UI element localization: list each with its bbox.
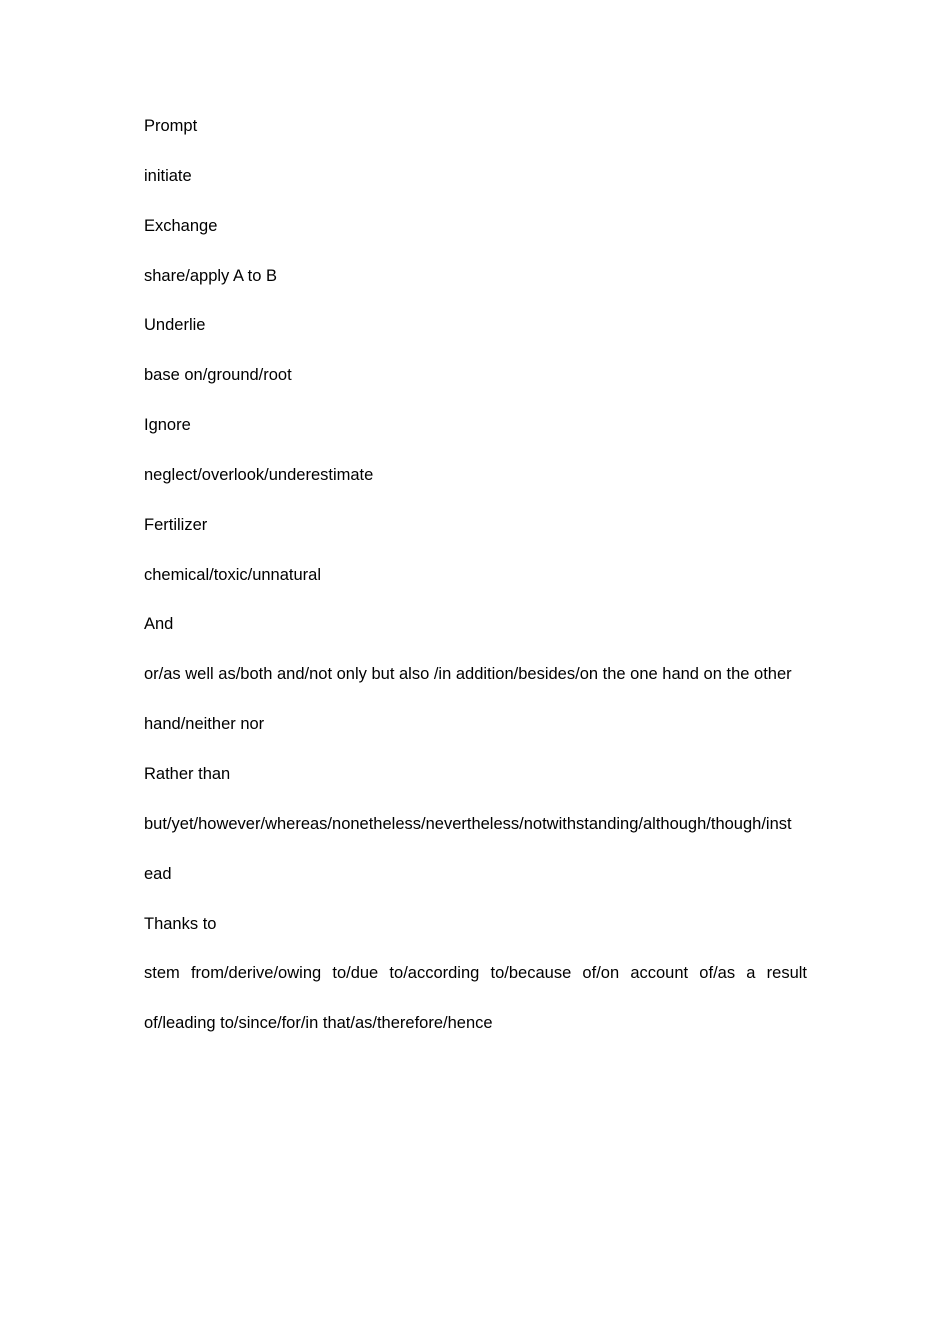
synonyms-rather-than-line-2: ead [144, 864, 172, 883]
term-prompt: Prompt [144, 117, 198, 135]
synonyms-ignore: neglect/overlook/underestimate [144, 465, 374, 484]
synonyms-thanks-to-line-2: of/leading to/since/for/in that/as/therefore/hence [144, 1014, 493, 1033]
term-rather-than: Rather than [144, 764, 231, 783]
synonyms-thanks-to-line-1: stem from/derive/owing to/due to/according to/because of/on account of/as a result [144, 964, 807, 983]
term-and: And [144, 615, 174, 634]
term-ignore: Ignore [144, 416, 191, 435]
synonyms-and-line-1: or/as well as/both and/not only but also /in addition/besides/on the one hand on the other [144, 665, 792, 684]
synonyms-prompt: initiate [144, 166, 192, 185]
document-body [144, 116, 807, 1063]
term-exchange: Exchange [144, 216, 218, 235]
synonyms-underlie: base on/ground/root [144, 366, 292, 385]
synonyms-and-line-2: hand/neither nor [144, 715, 265, 734]
synonyms-rather-than-line-1: but/yet/however/whereas/nonetheless/nevertheless/notwithstanding/although/though/inst [144, 814, 792, 833]
term-fertilizer: Fertilizer [144, 515, 208, 534]
synonyms-exchange: share/apply A to B [144, 266, 278, 285]
synonyms-fertilizer: chemical/toxic/unnatural [144, 565, 322, 584]
term-thanks-to: Thanks to [144, 914, 217, 933]
term-underlie: Underlie [144, 316, 206, 335]
